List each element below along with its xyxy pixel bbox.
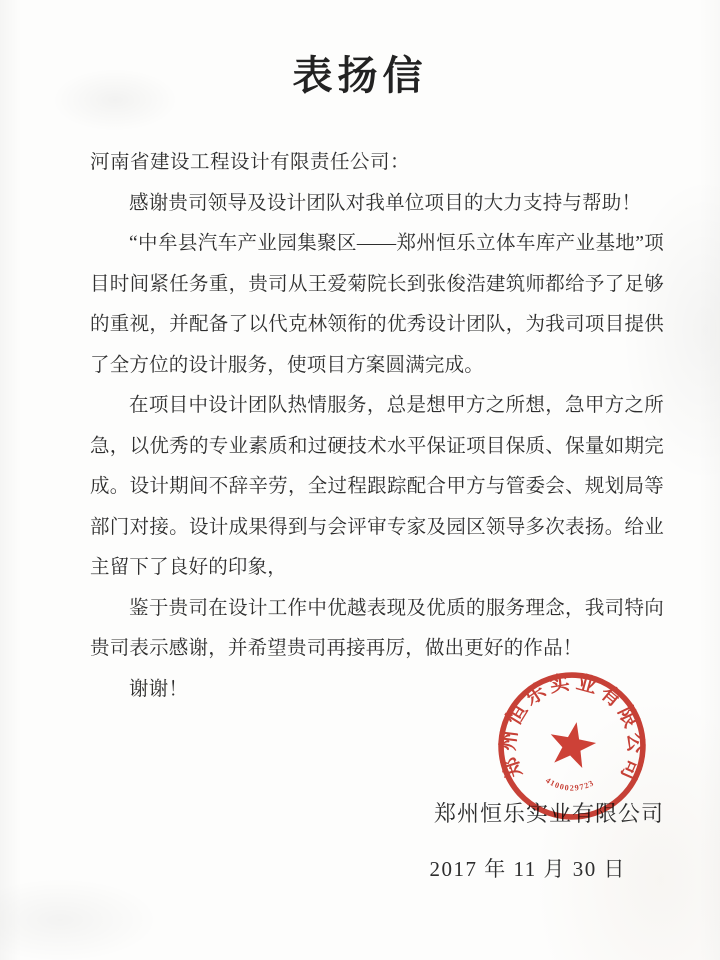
thanks-line: 谢谢！ (129, 678, 189, 700)
signature-date: 2017 年 11 月 30 日 (429, 856, 626, 881)
seal-serial-number: 4100029723 (544, 775, 596, 793)
seal-company-arc-text: 郑州恒乐实业有限公司 (497, 671, 646, 787)
paragraph-project: “中牟县汽车产业园集聚区——郑州恒乐立体车库产业基地”项目时间紧任务重，贵司从王爱菊院长到张俊浩建筑师都给予了足够的重视，并配备了以代克林领衔的优秀设计团队，为我司项目提供了全方位的设计服务，使项目方案圆满完成。 (90, 233, 664, 376)
paragraph-thanks-intro: 感谢贵司领导及设计团队对我单位项目的大力支持与帮助！ (129, 192, 642, 214)
paragraph-gratitude: 鉴于贵司在设计工作中优越表现及优质的服务理念，我司特向贵司表示感谢，并希望贵司再接再厉，做出更好的作品！ (90, 597, 664, 659)
company-seal (492, 666, 652, 826)
signature-company: 郑州恒乐实业有限公司 (433, 801, 664, 826)
paragraph-service: 在项目中设计团队热情服务，总是想甲方之所想，急甲方之所急，以优秀的专业素质和过硬技术水平保证项目保质、保量如期完成。设计期间不辞辛劳，全过程跟踪配合甲方与管委会、规划局等部门对接。设计成果得到与会评审专家及园区领导多次表扬。给业主留下了良好的印象， (90, 395, 664, 578)
seal-star-icon (546, 718, 600, 770)
salutation: 河南省建设工程设计有限责任公司： (90, 152, 411, 173)
letter-title: 表扬信 (292, 53, 428, 98)
